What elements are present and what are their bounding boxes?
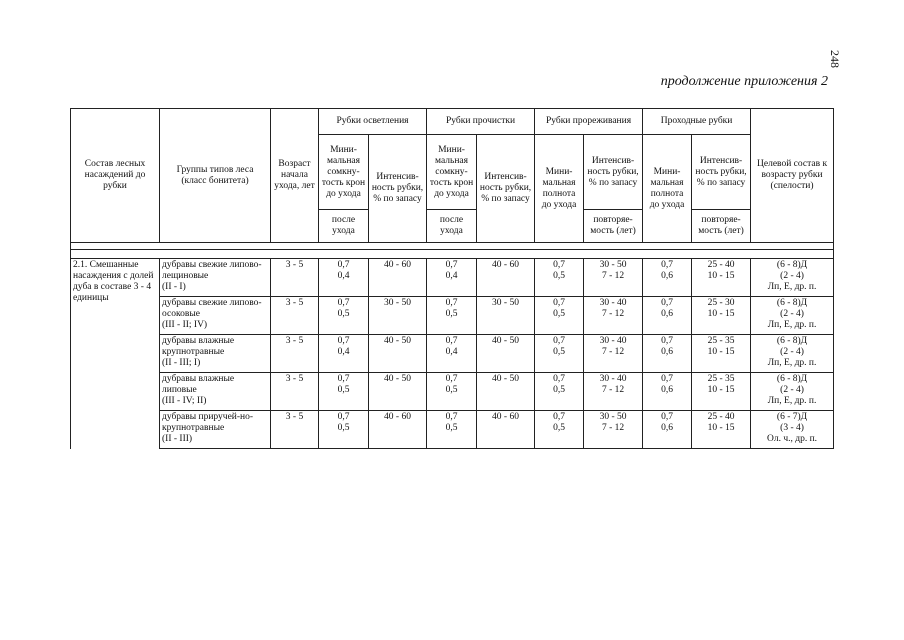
header-start-age: Возраст начала ухода, лет xyxy=(271,109,319,243)
header-intensity: Интенсив-ность рубки, % по запасу xyxy=(477,135,535,243)
cleaning-closure-cell: 0,7 0,5 xyxy=(427,297,477,335)
cleaning-closure-cell: 0,7 0,4 xyxy=(427,259,477,297)
thinning-intensity-cell: 30 - 40 7 - 12 xyxy=(584,335,643,373)
passage-intensity-cell: 25 - 35 10 - 15 xyxy=(692,373,751,411)
table-row xyxy=(71,335,834,373)
spacer-row xyxy=(71,243,834,250)
spacer-cell xyxy=(71,243,834,250)
start-age-cell: 3 - 5 xyxy=(271,373,319,411)
thinning-density-cell: 0,7 0,5 xyxy=(535,297,584,335)
target-composition-cell: (6 - 7)Д (3 - 4) Ол. ч., др. п. xyxy=(751,411,834,449)
header-cleaning: Рубки прочистки xyxy=(427,109,535,135)
passage-intensity-cell: 25 - 30 10 - 15 xyxy=(692,297,751,335)
passage-density-cell: 0,7 0,6 xyxy=(643,411,692,449)
group-label-cell: 2.1. Смешанные насаждения с долей дуба в составе 3 - 4 единицы xyxy=(71,259,160,449)
cleaning-closure-cell: 0,7 0,5 xyxy=(427,411,477,449)
header-min-density: Мини-мальная полнота до ухода xyxy=(535,135,584,243)
cleaning-intensity-cell: 40 - 50 xyxy=(477,335,535,373)
header-passage: Проходные рубки xyxy=(643,109,751,135)
table-row xyxy=(71,411,834,449)
cleaning-closure-cell: 0,7 0,4 xyxy=(427,335,477,373)
thinning-intensity-cell: 30 - 50 7 - 12 xyxy=(584,259,643,297)
passage-density-cell: 0,7 0,6 xyxy=(643,373,692,411)
lightening-intensity-cell: 40 - 50 xyxy=(369,373,427,411)
forest-type-cell: дубравы влажные крупнотравные (II - III; I) xyxy=(160,335,271,373)
lightening-closure-cell: 0,7 0,4 xyxy=(319,259,369,297)
thinning-intensity-cell: 30 - 40 7 - 12 xyxy=(584,373,643,411)
table-row xyxy=(71,373,834,411)
header-intensity: Интенсив-ность рубки, % по запасу xyxy=(584,135,643,210)
target-composition-cell: (6 - 8)Д (2 - 4) Лп, Е, др. п. xyxy=(751,297,834,335)
cleaning-closure-cell: 0,7 0,5 xyxy=(427,373,477,411)
start-age-cell: 3 - 5 xyxy=(271,335,319,373)
forest-type-cell: дубравы свежие липово- осоковые (III - II; IV) xyxy=(160,297,271,335)
thinning-density-cell: 0,7 0,5 xyxy=(535,411,584,449)
page-number: 248 xyxy=(828,50,842,68)
passage-density-cell: 0,7 0,6 xyxy=(643,335,692,373)
passage-density-cell: 0,7 0,6 xyxy=(643,297,692,335)
target-composition-cell: (6 - 8)Д (2 - 4) Лп, Е, др. п. xyxy=(751,259,834,297)
cleaning-intensity-cell: 40 - 50 xyxy=(477,373,535,411)
thinning-intensity-cell: 30 - 50 7 - 12 xyxy=(584,411,643,449)
lightening-intensity-cell: 30 - 50 xyxy=(369,297,427,335)
target-composition-cell: (6 - 8)Д (2 - 4) Лп, Е, др. п. xyxy=(751,335,834,373)
forest-type-cell: дубравы свежие липово- лещиновые (II - I) xyxy=(160,259,271,297)
header-min-closure: Мини-мальная сомкну-тость крон до ухода xyxy=(319,135,369,210)
lightening-closure-cell: 0,7 0,4 xyxy=(319,335,369,373)
header-repeatability: повторяе-мость (лет) xyxy=(692,210,751,243)
table-row xyxy=(71,297,834,335)
header-intensity: Интенсив-ность рубки, % по запасу xyxy=(692,135,751,210)
passage-intensity-cell: 25 - 40 10 - 15 xyxy=(692,411,751,449)
thinning-density-cell: 0,7 0,5 xyxy=(535,259,584,297)
lightening-intensity-cell: 40 - 50 xyxy=(369,335,427,373)
forest-type-cell: дубравы приручей-но-крупнотравные (II - III) xyxy=(160,411,271,449)
thinning-intensity-cell: 30 - 40 7 - 12 xyxy=(584,297,643,335)
header-after-care: после ухода xyxy=(319,210,369,243)
lightening-intensity-cell: 40 - 60 xyxy=(369,411,427,449)
header-min-closure: Мини-мальная сомкну-тость крон до ухода xyxy=(427,135,477,210)
header-composition: Состав лесных насаждений до рубки xyxy=(71,109,160,243)
cleaning-intensity-cell: 40 - 60 xyxy=(477,411,535,449)
passage-intensity-cell: 25 - 35 10 - 15 xyxy=(692,335,751,373)
continuation-caption: продолжение приложения 2 xyxy=(660,74,828,89)
table-row xyxy=(71,259,834,297)
lightening-closure-cell: 0,7 0,5 xyxy=(319,297,369,335)
header-lightening: Рубки осветления xyxy=(319,109,427,135)
header-after-care: после ухода xyxy=(427,210,477,243)
lightening-closure-cell: 0,7 0,5 xyxy=(319,373,369,411)
forest-type-cell: дубравы влажные липовые (III - IV; II) xyxy=(160,373,271,411)
lightening-closure-cell: 0,7 0,5 xyxy=(319,411,369,449)
thinning-density-cell: 0,7 0,5 xyxy=(535,373,584,411)
passage-intensity-cell: 25 - 40 10 - 15 xyxy=(692,259,751,297)
header-forest-groups: Группы типов леса (класс бонитета) xyxy=(160,109,271,243)
silviculture-table xyxy=(70,108,834,449)
target-composition-cell: (6 - 8)Д (2 - 4) Лп, Е, др. п. xyxy=(751,373,834,411)
thinning-density-cell: 0,7 0,5 xyxy=(535,335,584,373)
cleaning-intensity-cell: 40 - 60 xyxy=(477,259,535,297)
header-thinning: Рубки прореживания xyxy=(535,109,643,135)
start-age-cell: 3 - 5 xyxy=(271,259,319,297)
cleaning-intensity-cell: 30 - 50 xyxy=(477,297,535,335)
blank-cell xyxy=(71,250,834,259)
header-target: Целевой состав к возрасту рубки (спелости) xyxy=(751,109,834,243)
header-repeatability: повторяе-мость (лет) xyxy=(584,210,643,243)
blank-row xyxy=(71,250,834,259)
start-age-cell: 3 - 5 xyxy=(271,411,319,449)
passage-density-cell: 0,7 0,6 xyxy=(643,259,692,297)
header-min-density: Мини-мальная полнота до ухода xyxy=(643,135,692,243)
lightening-intensity-cell: 40 - 60 xyxy=(369,259,427,297)
header-intensity: Интенсив-ность рубки, % по запасу xyxy=(369,135,427,243)
start-age-cell: 3 - 5 xyxy=(271,297,319,335)
